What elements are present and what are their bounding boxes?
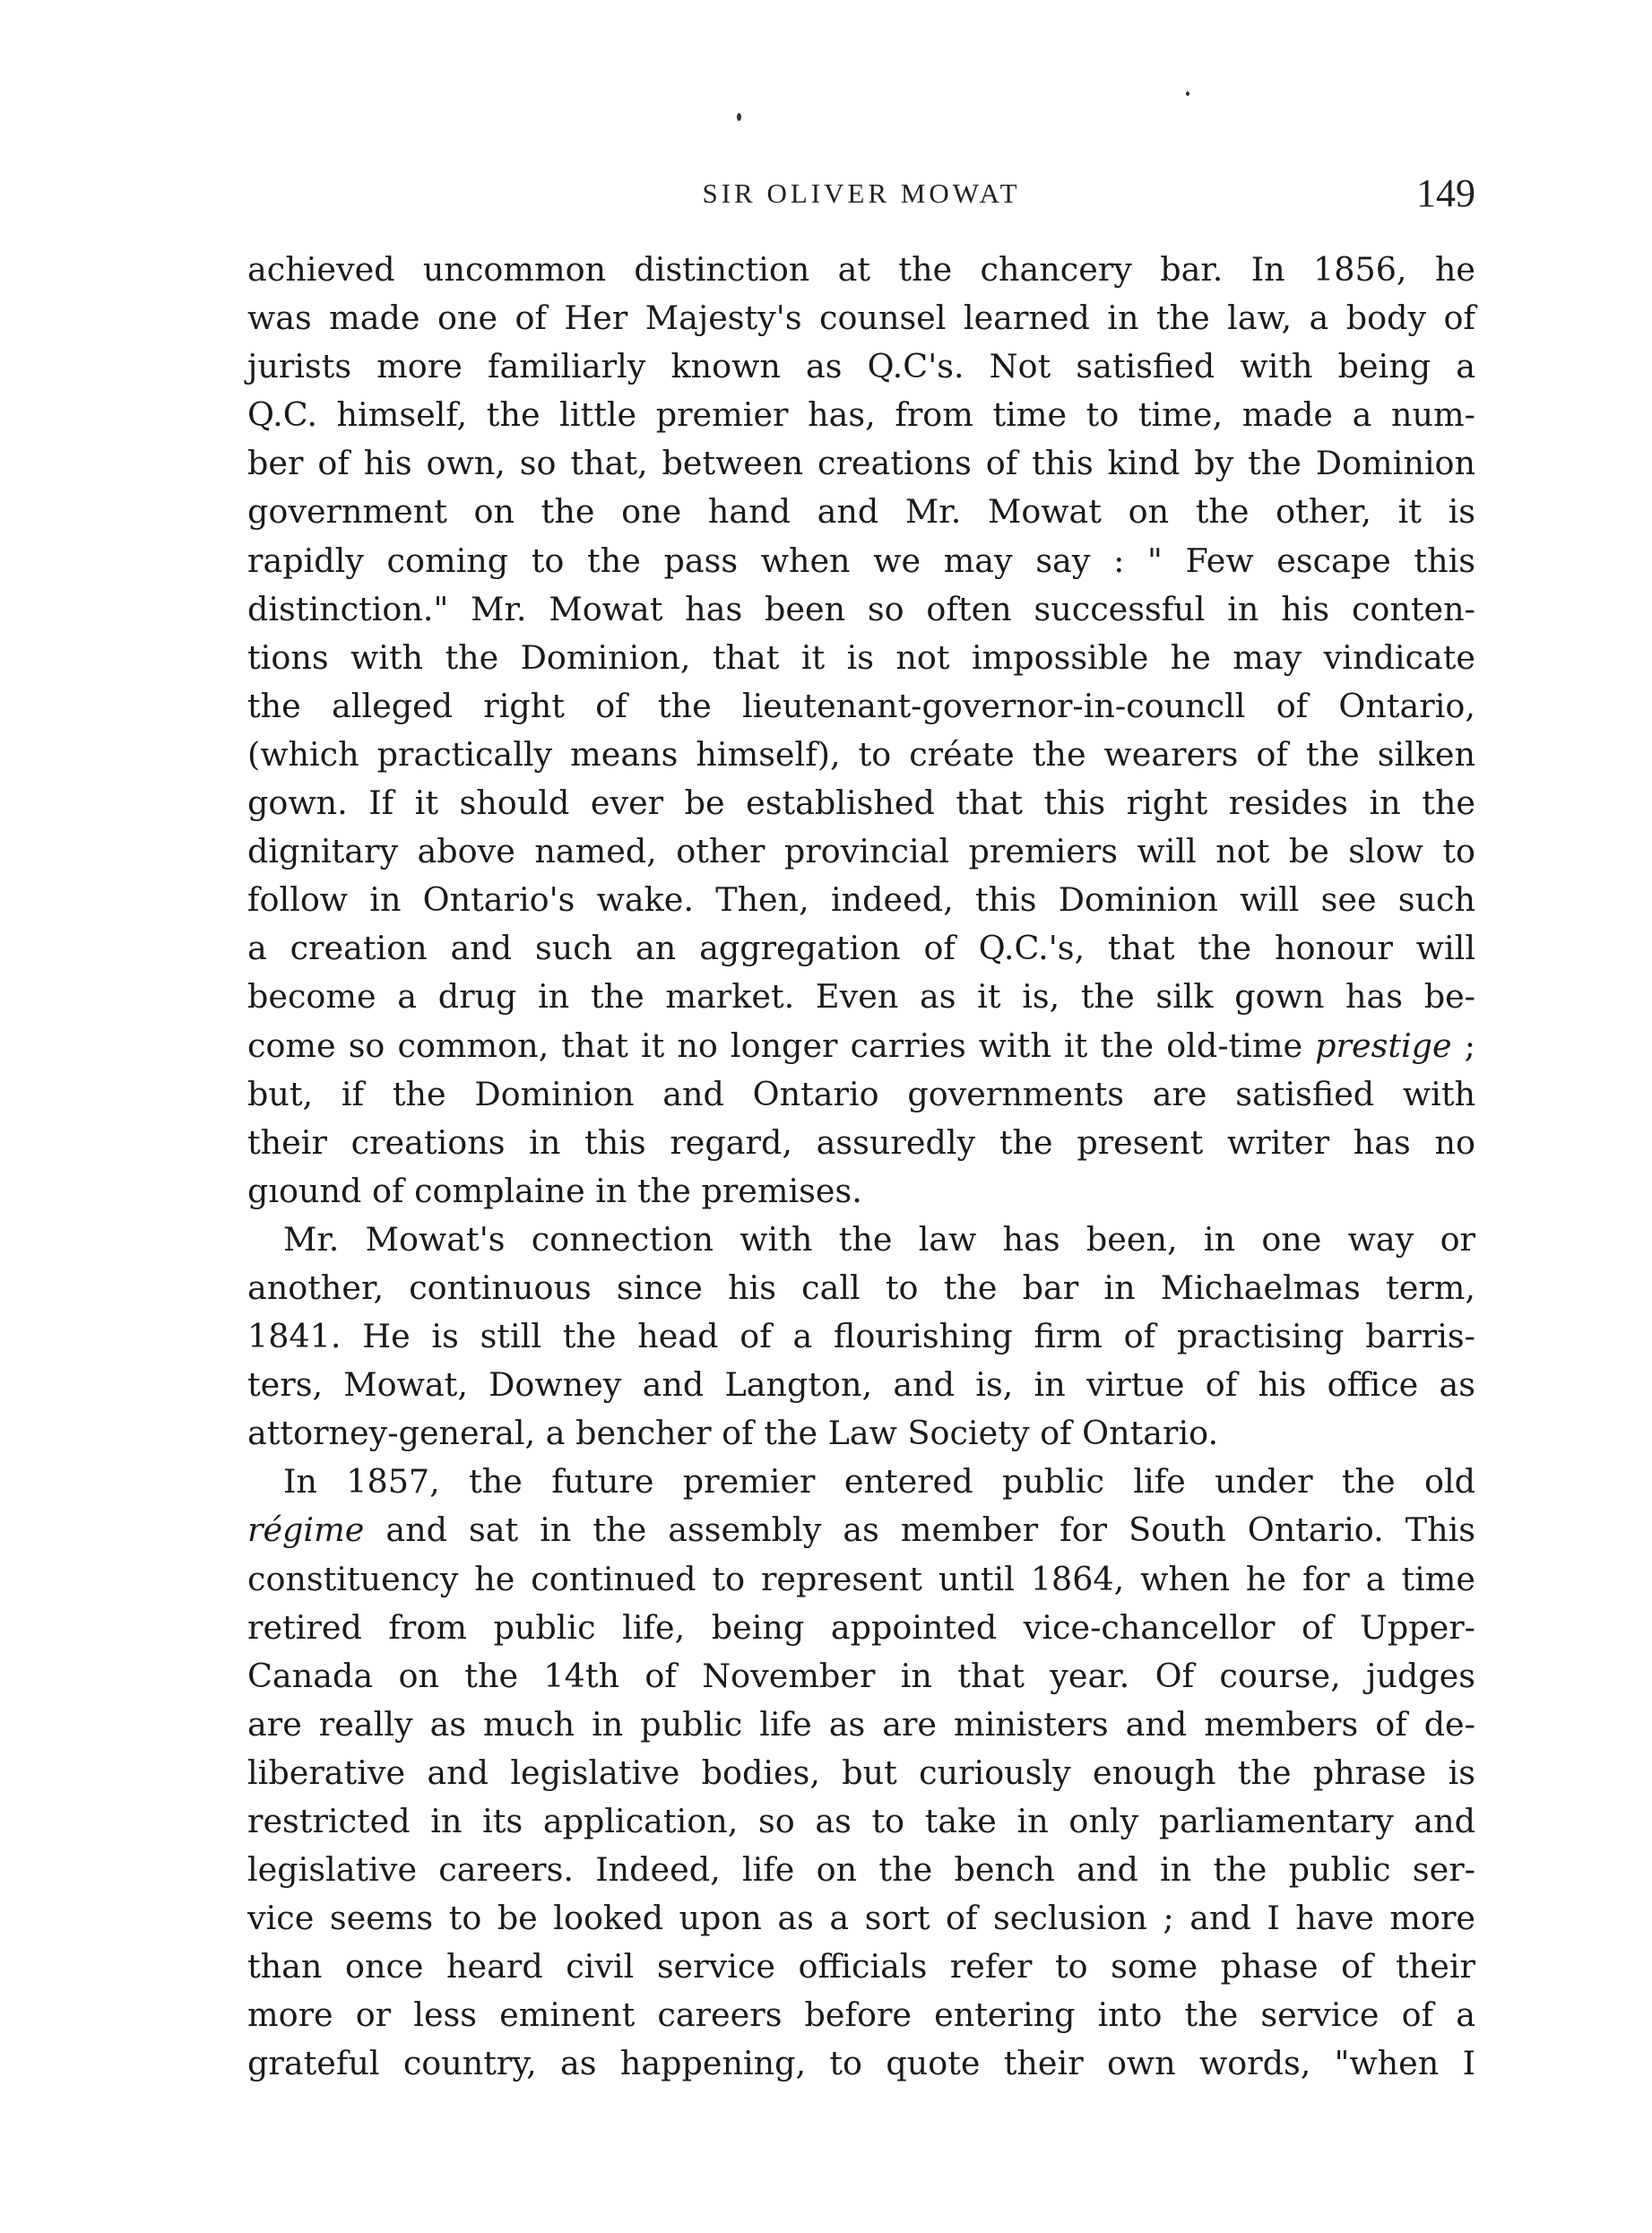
text-line: dignitary above named, other provincial premiers will not be slow to bbox=[247, 832, 1475, 871]
print-speck bbox=[1186, 91, 1189, 96]
text-line: a creation and such an aggregation of Q.C.'s, that the honour will bbox=[247, 929, 1475, 968]
running-title: SIR OLIVER MOWAT bbox=[702, 177, 1021, 209]
text-line: government on the one hand and Mr. Mowat on the other, it is bbox=[247, 492, 1475, 532]
paragraph-last-line: attorney-general, a bencher of the Law Society of Ontario. bbox=[247, 1414, 1219, 1453]
italic-word: prestige bbox=[1315, 1026, 1452, 1065]
text-line: (which practically means himself), to créate the wearers of the silken bbox=[247, 734, 1475, 774]
text-line: are really as much in public life as are ministers and members of de- bbox=[247, 1704, 1475, 1744]
text-line: another, continuous since his call to the bar in Michaelmas term, bbox=[247, 1268, 1475, 1307]
text-line: liberative and legislative bodies, but curiously enough the phrase is bbox=[247, 1753, 1475, 1792]
text-line: jurists more familiarly known as Q.C's. Not satisfied with being a bbox=[247, 347, 1475, 386]
text-line: ters, Mowat, Downey and Langton, and is, in virtue of his office as bbox=[247, 1365, 1475, 1405]
text-line: tions with the Dominion, that it is not impossible he may vindicate bbox=[247, 637, 1475, 677]
text-line: restricted in its application, so as to take in only parliamentary and bbox=[247, 1802, 1475, 1840]
body-text bbox=[247, 246, 1475, 2089]
text-line: distinction." Mr. Mowat has been so often successful in his conten- bbox=[247, 589, 1475, 628]
text-line: ber of his own, so that, between creations of this kind by the Dominion bbox=[247, 444, 1475, 483]
text-line: their creations in this regard, assuredly the present writer has no bbox=[247, 1122, 1475, 1162]
page-number: 149 bbox=[1416, 171, 1475, 215]
text-line: come so common, that it no longer carries with it the old-time prestige ; bbox=[247, 1026, 1475, 1065]
paragraph-first-line: In 1857, the future premier entered public life under the old bbox=[283, 1462, 1475, 1502]
paragraph-first-line: Mr. Mowat's connection with the law has been, in one way or bbox=[283, 1219, 1475, 1259]
text-line: rapidly coming to the pass when we may say : " Few escape this bbox=[247, 541, 1475, 580]
italic-word: régime bbox=[247, 1510, 365, 1550]
text-line: but, if the Dominion and Ontario governments are satisfied with bbox=[247, 1074, 1475, 1113]
text-line: régime and sat in the assembly as member for South Ontario. This bbox=[247, 1510, 1475, 1550]
text-line: 1841. He is still the head of a flourishing firm of practising barris- bbox=[247, 1317, 1475, 1356]
text-line: vice seems to be looked upon as a sort of seclusion ; and I have more bbox=[247, 1899, 1475, 1938]
text-line: grateful country, as happening, to quote their own words, "when I bbox=[247, 2044, 1475, 2083]
text-line: follow in Ontario's wake. Then, indeed, this Dominion will see such bbox=[247, 880, 1475, 920]
text-line: more or less eminent careers before entering into the service of a bbox=[247, 1995, 1475, 2035]
text-line: become a drug in the market. Even as it is, the silk gown has be- bbox=[247, 977, 1475, 1017]
text-line: Canada on the 14th of November in that year. Of course, judges bbox=[247, 1656, 1475, 1695]
text-line: gown. If it should ever be established that this right resides in the bbox=[247, 783, 1475, 823]
running-head bbox=[247, 171, 1475, 231]
paragraph-last-line: gıound of complaine in the premises. bbox=[247, 1171, 862, 1210]
text-line: than once heard civil service officials refer to some phase of their bbox=[247, 1947, 1475, 1986]
text-line: legislative careers. Indeed, life on the bench and in the public ser- bbox=[247, 1850, 1475, 1890]
text-line: retired from public life, being appointed vice-chancellor of Upper- bbox=[247, 1607, 1475, 1647]
text-line: constituency he continued to represent until 1864, when he for a time bbox=[247, 1559, 1475, 1598]
print-speck bbox=[737, 113, 741, 121]
text-line: the alleged right of the lieutenant-governor-in-councll of Ontario, bbox=[247, 686, 1475, 725]
text-line: was made one of Her Majesty's counsel learned in the law, a body of bbox=[247, 299, 1475, 338]
text-line: Q.C. himself, the little premier has, from time to time, made a num- bbox=[247, 395, 1475, 435]
text-line: achieved uncommon distinction at the chancery bar. In 1856, he bbox=[247, 250, 1475, 289]
